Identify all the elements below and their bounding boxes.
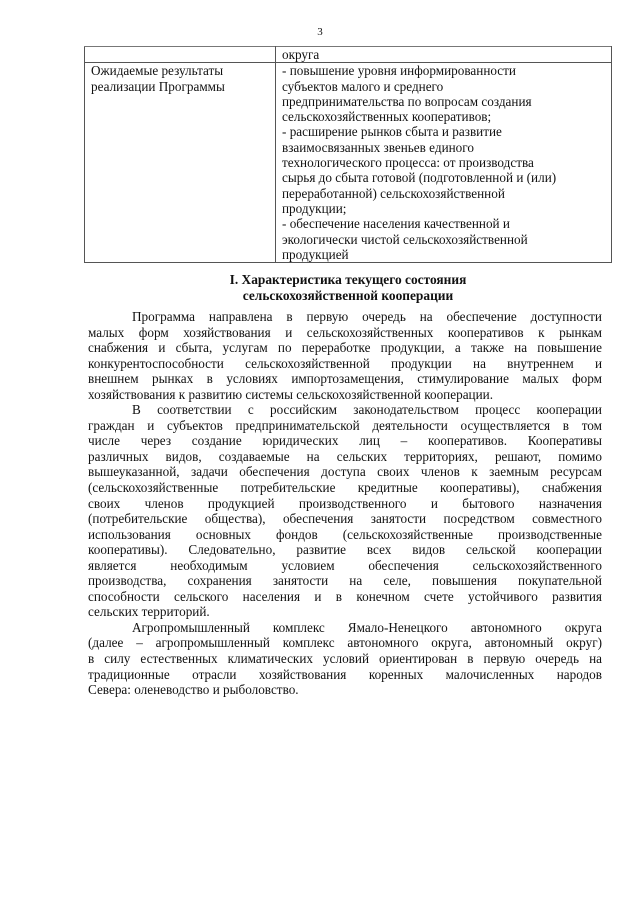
page-number: 3 — [317, 26, 323, 38]
paragraph-line: традиционные отрасли хозяйствования коренных малочисленных народов — [88, 666, 602, 682]
cell-line: субъектов малого и среднего — [282, 78, 444, 94]
cell-line: округа — [282, 47, 320, 62]
paragraph-line: Севера: оленеводство и рыболовство. — [88, 682, 299, 698]
cell-line: технологического процесса: от производства — [282, 155, 534, 171]
cell-line: продукции; — [282, 200, 347, 216]
cell-line: предпринимательства по вопросам создания — [282, 93, 532, 109]
cell-line: сельскохозяйственных кооперативов; — [282, 109, 492, 125]
paragraph-line: В соответствии с российским законодательством процесс кооперации — [132, 402, 602, 418]
table-row — [85, 63, 612, 263]
cell-line: - обеспечение населения качественной и — [282, 216, 510, 232]
paragraph-line: в силу естественных климатических условий ориентирован в первую очередь на — [88, 651, 602, 667]
paragraph-line: производства, сохранения занятости на селе, повышения покупательной — [88, 573, 602, 589]
paragraph-line: использования основных фондов (сельскохозяйственные производственные — [88, 526, 602, 542]
paragraph-line: способности сельского населения и в конечном счете устойчивого развития — [88, 588, 602, 604]
paragraph-line: сельских территорий. — [88, 604, 210, 620]
cell-line: экологически чистой сельскохозяйственной — [282, 231, 528, 247]
paragraph-line: хозяйствования к развитию системы сельскохозяйственной кооперации. — [88, 386, 494, 402]
table-cell-label — [85, 47, 276, 63]
paragraph — [88, 402, 602, 620]
cell-line: взаимосвязанных звеньев единого — [282, 139, 474, 155]
paragraph-line: своих членов продукцией производственного и бытового назначения — [88, 495, 602, 511]
paragraph-line: (сельскохозяйственные потребительские кредитные кооперативы), снабжения — [88, 480, 602, 496]
paragraph-line: (далее – агропромышленный комплекс автономного округа, автономный округ) — [88, 635, 602, 651]
paragraph-line: числе через создание юридических лиц – кооперативов. Кооперативы — [88, 433, 602, 449]
paragraph-line: является необходимым условием обеспечения сельскохозяйственного — [88, 557, 602, 573]
paragraph-line: вышеуказанной, задачи обеспечения доступа своих членов к заемным ресурсам — [88, 464, 602, 480]
paragraph-line: различных видов, создаваемые на сельских территориях, решают, помимо — [88, 448, 602, 464]
cell-line: реализации Программы — [91, 78, 225, 94]
paragraph-line: снабжения и сбыта, услугам по переработке продукции, а также на повышение — [88, 340, 602, 356]
cell-line: сырья до сбыта готовой (подготовленной и (или) — [282, 170, 557, 186]
section-heading — [84, 272, 612, 303]
cell-line: продукцией — [282, 246, 349, 262]
table-cell-value — [276, 63, 612, 263]
section-heading-line: сельскохозяйственной кооперации — [242, 287, 454, 303]
paragraph-line: малых форм хозяйствования и сельскохозяйственных кооперативов к рынкам — [88, 324, 602, 340]
cell-line: - повышение уровня информированности — [282, 63, 516, 79]
paragraph — [88, 620, 602, 698]
table-cell-value — [276, 47, 612, 63]
table-cell-label — [85, 63, 276, 263]
paragraph-line: Агропромышленный комплекс Ямало-Ненецкого автономного округа — [132, 619, 602, 635]
paragraph-line: (потребительские общества), обеспечения занятости посредством совместного — [88, 511, 602, 527]
cell-line: переработанной) сельскохозяйственной — [282, 185, 505, 201]
table-row — [85, 47, 612, 63]
cell-line: Ожидаемые результаты — [91, 63, 224, 79]
paragraph — [88, 309, 602, 402]
cell-line: - расширение рынков сбыта и развитие — [282, 124, 502, 140]
paragraph-line: Программа направлена в первую очередь на обеспечение доступности — [132, 309, 602, 324]
paragraph-line: граждан и субъектов предпринимательской деятельности осуществляется в том — [88, 417, 602, 433]
body-text — [88, 309, 602, 698]
section-heading-line: I. Характеристика текущего состояния — [229, 272, 467, 287]
program-passport-table — [84, 46, 612, 263]
paragraph-line: кооперативы). Следовательно, развитие всех видов сельской кооперации — [88, 542, 602, 558]
paragraph-line: конкурентоспособности сельскохозяйственной продукции на внутреннем и — [88, 355, 602, 371]
paragraph-line: внешнем рынках в условиях импортозамещения, стимулирование малых форм — [88, 371, 602, 387]
